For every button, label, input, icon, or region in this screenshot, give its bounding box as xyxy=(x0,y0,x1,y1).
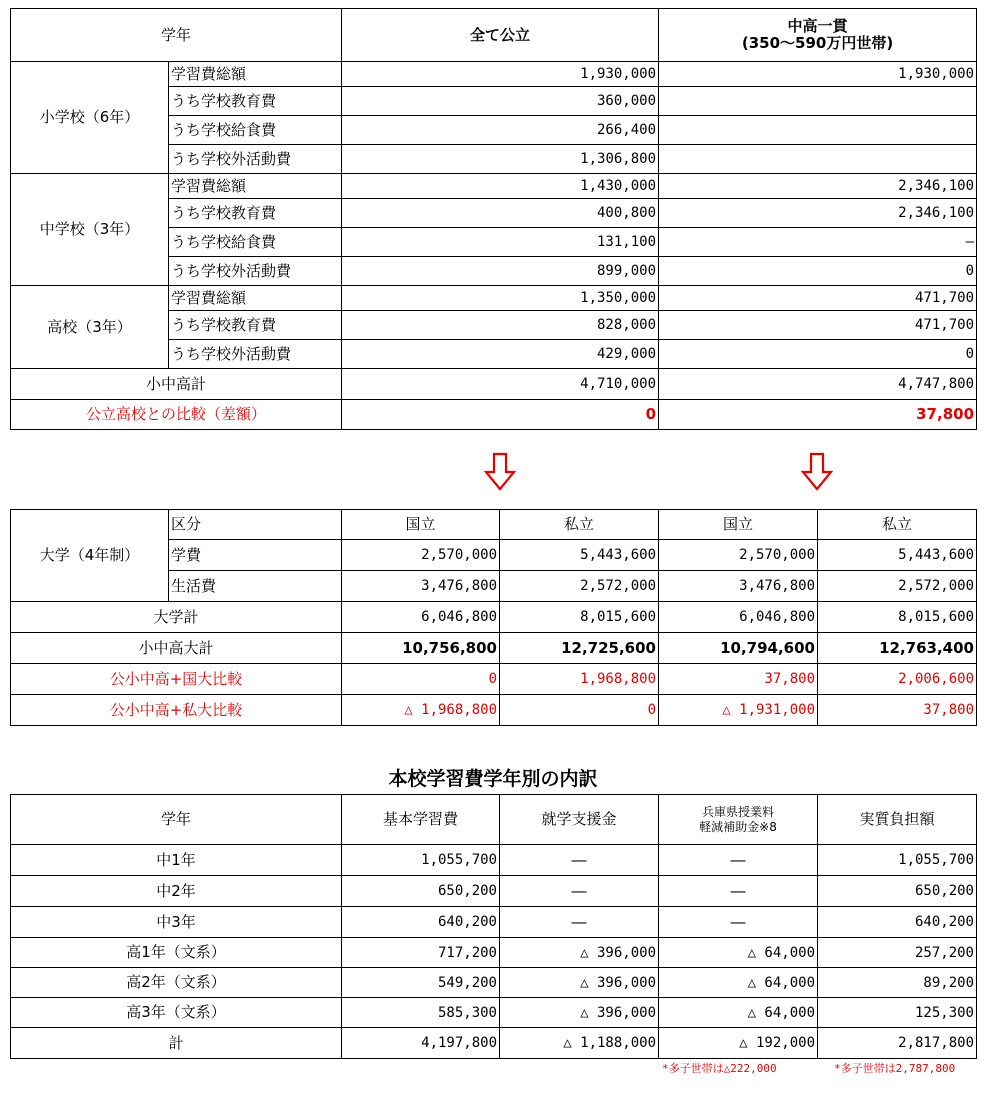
total-row xyxy=(11,1028,977,1059)
down-arrow-icon xyxy=(800,452,834,492)
cell-chuko: 1,930,000 xyxy=(659,62,977,87)
cell: 10,794,600 xyxy=(659,633,818,664)
cell: 2,570,000 xyxy=(659,540,818,571)
cell: 5,443,600 xyxy=(818,540,977,571)
cmp-private-label: 公小中高+私大比較 xyxy=(11,695,342,726)
cell-chuko: 0 xyxy=(659,257,977,286)
total-hyogo: △ 192,000 xyxy=(659,1028,818,1059)
cell: 12,725,600 xyxy=(500,633,659,664)
grade-cell: 高3年（文系） xyxy=(11,998,342,1028)
cell: 2,572,000 xyxy=(500,571,659,602)
cell-chuko: 2,346,100 xyxy=(659,174,977,199)
section-elementary: 小学校（6年） xyxy=(11,62,169,174)
table-row xyxy=(11,968,977,998)
cell-public: 899,000 xyxy=(342,257,659,286)
note-multi-child-support: *多子世帯は△222,000 xyxy=(662,1062,777,1075)
univ-total-label: 大学計 xyxy=(11,602,342,633)
basic-cell: 585,300 xyxy=(342,998,500,1028)
cell: 1,968,800 xyxy=(500,664,659,695)
actual-cell: 89,200 xyxy=(818,968,977,998)
row-label: 学習費総額 xyxy=(169,286,342,311)
support-cell: △ 396,000 xyxy=(500,998,659,1028)
header-hyogo-line1: 兵庫県授業料 xyxy=(701,805,774,820)
total-label: 小中高計 xyxy=(11,369,342,400)
table-row xyxy=(11,938,977,968)
support-cell: △ 396,000 xyxy=(500,938,659,968)
cell-public: 828,000 xyxy=(342,311,659,340)
grade-cell: 高1年（文系） xyxy=(11,938,342,968)
header-all-public: 全て公立 xyxy=(342,9,659,62)
support-cell: ― xyxy=(500,907,659,938)
cell: 5,443,600 xyxy=(500,540,659,571)
cell-public: 1,930,000 xyxy=(342,62,659,87)
cell: 0 xyxy=(500,695,659,726)
total-actual: 2,817,800 xyxy=(818,1028,977,1059)
cell-public: 131,100 xyxy=(342,228,659,257)
header-grade: 学年 xyxy=(11,795,342,845)
down-arrow-icon xyxy=(483,452,517,492)
cell: 2,572,000 xyxy=(818,571,977,602)
hyogo-cell: ― xyxy=(659,845,818,876)
cell-public: 1,306,800 xyxy=(342,145,659,174)
header-hyogo xyxy=(659,795,818,845)
row-label: 学習費総額 xyxy=(169,174,342,199)
table-row xyxy=(11,876,977,907)
note-multi-child-actual: *多子世帯は2,787,800 xyxy=(834,1062,956,1075)
cell: 6,046,800 xyxy=(342,602,500,633)
cell-public: 1,430,000 xyxy=(342,174,659,199)
cell-chuko: ― xyxy=(659,228,977,257)
university-table xyxy=(10,509,977,726)
cell-chuko: 0 xyxy=(659,340,977,369)
hyogo-cell: ― xyxy=(659,876,818,907)
header-hyogo-line2: 軽減補助金※8 xyxy=(699,819,777,834)
univ-label: 大学（4年制） xyxy=(11,510,169,602)
total-label: 計 xyxy=(11,1028,342,1059)
header-actual: 実質負担額 xyxy=(818,795,977,845)
grade-cell: 高2年（文系） xyxy=(11,968,342,998)
cell: △ 1,931,000 xyxy=(659,695,818,726)
cell-public: 266,400 xyxy=(342,116,659,145)
cell-public: 429,000 xyxy=(342,340,659,369)
kubun-label: 区分 xyxy=(169,510,342,540)
hyogo-cell: △ 64,000 xyxy=(659,938,818,968)
total-support: △ 1,188,000 xyxy=(500,1028,659,1059)
total-public: 4,710,000 xyxy=(342,369,659,400)
cell: 10,756,800 xyxy=(342,633,500,664)
cell-chuko xyxy=(659,87,977,116)
cell: 8,015,600 xyxy=(818,602,977,633)
cmp-national-label: 公小中高+国大比較 xyxy=(11,664,342,695)
support-cell: ― xyxy=(500,876,659,907)
row-label: うち学校外活動費 xyxy=(169,145,342,174)
header-chuko-ikkan xyxy=(659,9,977,62)
row-label: 学習費総額 xyxy=(169,62,342,87)
header-chuko-line1: 中高一貫 xyxy=(787,16,848,35)
actual-cell: 125,300 xyxy=(818,998,977,1028)
cell: 37,800 xyxy=(659,664,818,695)
section-junior-high: 中学校（3年） xyxy=(11,174,169,286)
cell-chuko xyxy=(659,145,977,174)
row-label: うち学校教育費 xyxy=(169,311,342,340)
compare-chuko: 37,800 xyxy=(659,400,977,430)
row-label: うち学校外活動費 xyxy=(169,340,342,369)
row-label: うち学校外活動費 xyxy=(169,257,342,286)
support-cell: △ 396,000 xyxy=(500,968,659,998)
row-label: うち学校給食費 xyxy=(169,116,342,145)
grade-cell: 中2年 xyxy=(11,876,342,907)
hyogo-cell: ― xyxy=(659,907,818,938)
grade-breakdown-table xyxy=(10,794,977,1059)
table-row xyxy=(11,907,977,938)
cell: 3,476,800 xyxy=(659,571,818,602)
row-label: うち学校給食費 xyxy=(169,228,342,257)
col-private: 私立 xyxy=(500,510,659,540)
cell: 8,015,600 xyxy=(500,602,659,633)
row-label: うち学校教育費 xyxy=(169,87,342,116)
cell-chuko: 471,700 xyxy=(659,286,977,311)
col-national: 国立 xyxy=(342,510,500,540)
section-high-school: 高校（3年） xyxy=(11,286,169,369)
cell: 3,476,800 xyxy=(342,571,500,602)
cell: 37,800 xyxy=(818,695,977,726)
living-label: 生活費 xyxy=(169,571,342,602)
basic-cell: 650,200 xyxy=(342,876,500,907)
cell-chuko: 2,346,100 xyxy=(659,199,977,228)
header-chuko-line2: (350～590万円世帯) xyxy=(741,34,894,52)
breakdown-title: 本校学習費学年別の内訳 xyxy=(388,768,598,790)
basic-cell: 1,055,700 xyxy=(342,845,500,876)
cell-chuko xyxy=(659,116,977,145)
cell: 0 xyxy=(342,664,500,695)
grade-cell: 中3年 xyxy=(11,907,342,938)
fee-label: 学費 xyxy=(169,540,342,571)
compare-public: 0 xyxy=(342,400,659,430)
actual-cell: 1,055,700 xyxy=(818,845,977,876)
actual-cell: 650,200 xyxy=(818,876,977,907)
header-grade: 学年 xyxy=(11,9,342,62)
cell-chuko: 471,700 xyxy=(659,311,977,340)
grade-cell: 中1年 xyxy=(11,845,342,876)
col-private: 私立 xyxy=(818,510,977,540)
support-cell: ― xyxy=(500,845,659,876)
table-row xyxy=(11,845,977,876)
hyogo-cell: △ 64,000 xyxy=(659,998,818,1028)
total-chuko: 4,747,800 xyxy=(659,369,977,400)
row-label: うち学校教育費 xyxy=(169,199,342,228)
all-total-label: 小中高大計 xyxy=(11,633,342,664)
compare-label: 公立高校との比較（差額） xyxy=(11,400,342,430)
public-vs-chuko-table xyxy=(10,8,977,430)
basic-cell: 549,200 xyxy=(342,968,500,998)
cell-public: 400,800 xyxy=(342,199,659,228)
header-support: 就学支援金 xyxy=(500,795,659,845)
cell-public: 360,000 xyxy=(342,87,659,116)
table-row xyxy=(11,998,977,1028)
actual-cell: 640,200 xyxy=(818,907,977,938)
cell: 12,763,400 xyxy=(818,633,977,664)
basic-cell: 717,200 xyxy=(342,938,500,968)
basic-cell: 640,200 xyxy=(342,907,500,938)
hyogo-cell: △ 64,000 xyxy=(659,968,818,998)
cell: 2,570,000 xyxy=(342,540,500,571)
col-national: 国立 xyxy=(659,510,818,540)
cell: △ 1,968,800 xyxy=(342,695,500,726)
actual-cell: 257,200 xyxy=(818,938,977,968)
cell: 2,006,600 xyxy=(818,664,977,695)
header-basic: 基本学習費 xyxy=(342,795,500,845)
cell-public: 1,350,000 xyxy=(342,286,659,311)
cell: 6,046,800 xyxy=(659,602,818,633)
total-basic: 4,197,800 xyxy=(342,1028,500,1059)
